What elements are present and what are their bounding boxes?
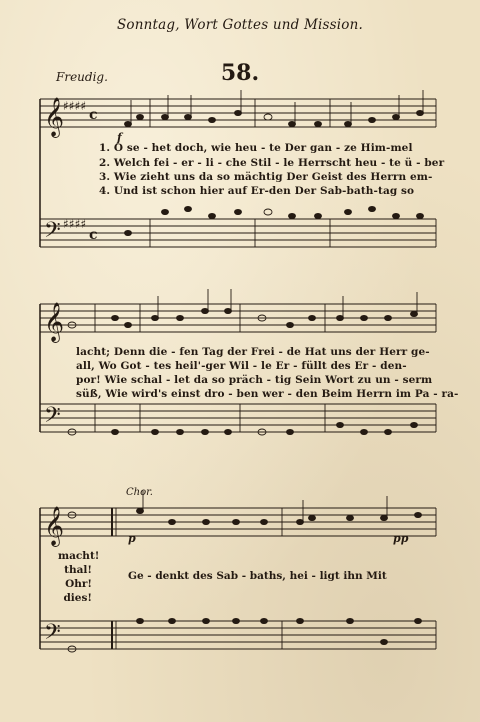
tempo-marking: Freudig.: [56, 70, 108, 84]
verse-3-line-1: 3. Wie zieht uns da so mächtig Der Geist des Herrn em-: [99, 171, 433, 183]
verse-2-line-2: all, Wo Got - tes heil'-ger Wil - le Er - füllt des Er - den-: [76, 360, 407, 372]
staff-1-bass: [40, 219, 436, 247]
staff-2-bass: [40, 404, 436, 432]
time-sig-icon: c: [89, 227, 98, 243]
key-sharp-icon: ♯♯♯♯: [63, 99, 87, 113]
dynamic-forte: f: [117, 131, 122, 144]
treble-clef-icon: 𝄞: [44, 97, 65, 137]
bass-clef-icon: 𝄢: [44, 620, 61, 650]
verse-1-end: macht!: [58, 550, 100, 562]
verse-4-end: dies!: [63, 592, 92, 604]
verse-3-line-2: por! Wie schal - let da so präch - tig Sein Wort zu un - serm: [76, 374, 433, 386]
staff-2-treble: [40, 304, 436, 332]
treble-clef-icon: 𝄞: [44, 506, 65, 546]
verse-1-line-1: 1. O se - het doch, wie heu - te Der gan - ze Him-mel: [99, 142, 413, 154]
dynamic-pianissimo: pp: [393, 532, 409, 545]
verse-1-line-2: lacht; Denn die - fen Tag der Frei - de Hat uns der Herr ge-: [76, 346, 430, 358]
verse-4-line-2: süß, Wie wird's einst dro - ben wer - den Beim Herrn im Pa - ra-: [76, 388, 459, 400]
stems: [131, 90, 423, 522]
hymn-number: 58.: [220, 60, 260, 86]
verse-3-end: Ohr!: [65, 578, 92, 590]
verse-4-line-1: 4. Und ist schon hier auf Er-den Der Sab-bath-tag so: [99, 185, 415, 197]
verse-2-end: thal!: [64, 564, 92, 576]
treble-clef-icon: 𝄞: [44, 302, 65, 342]
time-sig-icon: c: [89, 107, 98, 123]
key-sharp-icon: ♯♯♯♯: [63, 217, 87, 231]
staff-3-bass: [40, 621, 436, 649]
dynamic-piano: p: [128, 532, 136, 545]
chorus-line: Ge - denkt des Sab - baths, hei - ligt ihn Mit: [128, 570, 387, 582]
bass-clef-icon: 𝄢: [44, 218, 61, 248]
verse-2-line-1: 2. Welch fei - er - li - che Stil - le Herrscht heu - te ü - ber: [99, 157, 445, 169]
page-header: Sonntag, Wort Gottes und Mission.: [116, 17, 364, 33]
chorus-label: Chor.: [126, 487, 153, 498]
bass-clef-icon: 𝄢: [44, 403, 61, 433]
